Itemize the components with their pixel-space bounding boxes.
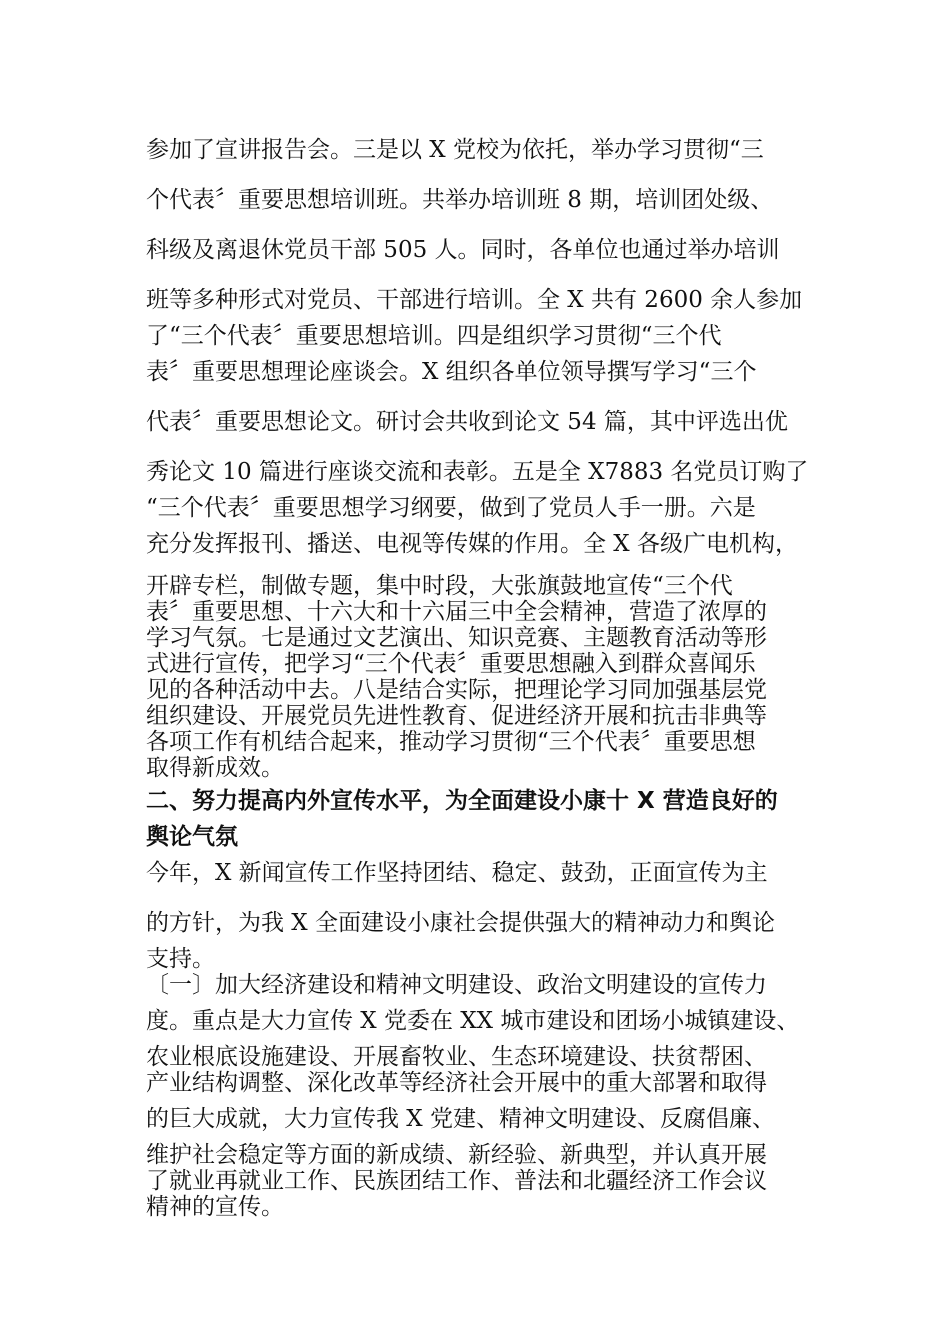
body-text-line: 度。重点是大力宣传 X 党委在 XX 城市建设和团场小城镇建设、 (146, 1008, 800, 1034)
body-text-line: 见的各种活动中去。八是结合实际，把理论学习同加强基层党 (146, 677, 767, 703)
body-text-line: 产业结构调整、深化改革等经济社会开展中的重大部署和取得 (146, 1070, 767, 1096)
body-text-line: 组织建设、开展党员先进性教育、促进经济开展和抗击非典等 (146, 703, 767, 729)
section-heading: 二、努力提高内外宣传水平，为全面建设小康十 X 营造良好的 (146, 788, 778, 814)
body-text-line: 维护社会稳定等方面的新成绩、新经验、新典型，并认真开展 (146, 1142, 767, 1168)
body-text-line: 个代表〞重要思想培训班。共举办培训班 8 期，培训团处级、 (146, 187, 774, 213)
body-text-line: 充分发挥报刊、播送、电视等传媒的作用。全 X 各级广电机构， (146, 531, 798, 557)
body-text-line: 式进行宣传，把学习“三个代表〞重要思想融入到群众喜闻乐 (146, 651, 756, 677)
body-text-line: 支持。 (146, 946, 215, 972)
body-text-line: 班等多种形式对党员、干部进行培训。全 X 共有 2600 余人参加 (146, 287, 803, 313)
body-text-line: 参加了宣讲报告会。三是以 X 党校为依托，举办学习贯彻“三 (146, 137, 764, 163)
section-heading-continued: 舆论气氛 (146, 824, 238, 850)
body-text-line: 表〞重要思想理论座谈会。X 组织各单位领导撰写学习“三个 (146, 359, 757, 385)
body-text-line: 秀论文 10 篇进行座谈交流和表彰。五是全 X7883 名党员订购了 (146, 459, 809, 485)
body-text-line: 的巨大成就，大力宣传我 X 党建、精神文明建设、反腐倡廉、 (146, 1106, 775, 1132)
body-text-line: 表〞重要思想、十六大和十六届三中全会精神，营造了浓厚的 (146, 599, 767, 625)
body-text-line: 了就业再就业工作、民族团结工作、普法和北疆经济工作会议 (146, 1168, 767, 1194)
body-text-line: 科级及离退休党员干部 505 人。同时，各单位也通过举办培训 (146, 237, 780, 263)
body-text-line: 农业根底设施建设、开展畜牧业、生态环境建设、扶贫帮困、 (146, 1044, 767, 1070)
body-text-line: 学习气氛。七是通过文艺演出、知识竞赛、主题教育活动等形 (146, 625, 767, 651)
body-text-line: 开辟专栏，制做专题，集中时段，大张旗鼓地宣传“三个代 (146, 573, 733, 599)
subsection-heading: 〔一〕加大经济建设和精神文明建设、政治文明建设的宣传力 (146, 972, 767, 998)
body-text-line: 精神的宣传。 (146, 1194, 284, 1220)
body-text-line: 各项工作有机结合起来，推动学习贯彻“三个代表〞重要思想 (146, 729, 756, 755)
body-text-line: 的方针，为我 X 全面建设小康社会提供强大的精神动力和舆论 (146, 910, 775, 936)
body-text-line: “三个代表〞重要思想学习纲要，做到了党员人手一册。六是 (146, 495, 756, 521)
body-text-line: 代表〞重要思想论文。研讨会共收到论文 54 篇，其中评选出优 (146, 409, 788, 435)
body-text-line: 了“三个代表〞重要思想培训。四是组织学习贯彻“三个代 (146, 323, 722, 349)
body-text-line: 取得新成效。 (146, 755, 284, 781)
body-text-line: 今年，X 新闻宣传工作坚持团结、稳定、鼓劲，正面宣传为主 (146, 860, 768, 886)
